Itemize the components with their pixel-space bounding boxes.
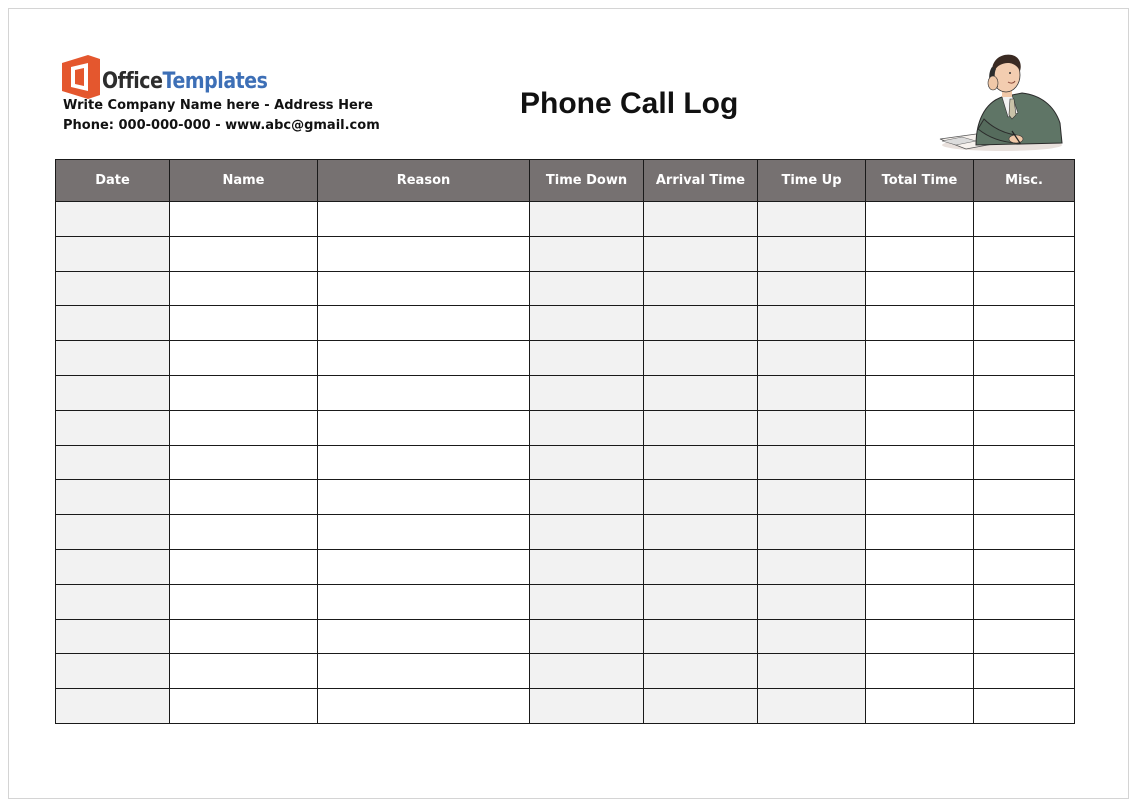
- cell-time-up[interactable]: [758, 341, 866, 376]
- table-row: [56, 619, 1075, 654]
- cell-time-up[interactable]: [758, 236, 866, 271]
- table-body: [56, 202, 1075, 724]
- cell-time-down[interactable]: [530, 654, 644, 689]
- cell-time-down[interactable]: [530, 445, 644, 480]
- cell-name[interactable]: [170, 689, 318, 724]
- cell-date[interactable]: [56, 202, 170, 237]
- table-row: [56, 480, 1075, 515]
- cell-date[interactable]: [56, 515, 170, 550]
- cell-arrival-time[interactable]: [644, 619, 758, 654]
- column-header-total-time: Total Time: [866, 160, 974, 202]
- cell-total-time[interactable]: [866, 306, 974, 341]
- cell-reason[interactable]: [318, 619, 530, 654]
- cell-total-time[interactable]: [866, 689, 974, 724]
- cell-arrival-time[interactable]: [644, 445, 758, 480]
- cell-time-up[interactable]: [758, 689, 866, 724]
- table-row: [56, 341, 1075, 376]
- cell-time-down[interactable]: [530, 584, 644, 619]
- cell-name[interactable]: [170, 584, 318, 619]
- company-logo: [62, 55, 294, 99]
- table-row: [56, 515, 1075, 550]
- page-title: Phone Call Log: [520, 87, 739, 120]
- cell-reason[interactable]: [318, 202, 530, 237]
- cell-time-up[interactable]: [758, 654, 866, 689]
- cell-misc[interactable]: [974, 236, 1075, 271]
- cell-reason[interactable]: [318, 480, 530, 515]
- table-row: [56, 306, 1075, 341]
- cell-misc[interactable]: [974, 549, 1075, 584]
- cell-reason[interactable]: [318, 584, 530, 619]
- table-row: [56, 271, 1075, 306]
- table-row: [56, 375, 1075, 410]
- cell-time-up[interactable]: [758, 584, 866, 619]
- cell-misc[interactable]: [974, 271, 1075, 306]
- cell-time-down[interactable]: [530, 375, 644, 410]
- cell-reason[interactable]: [318, 689, 530, 724]
- cell-reason[interactable]: [318, 236, 530, 271]
- cell-misc[interactable]: [974, 445, 1075, 480]
- cell-date[interactable]: [56, 549, 170, 584]
- column-header-name: Name: [170, 160, 318, 202]
- cell-total-time[interactable]: [866, 375, 974, 410]
- cell-total-time[interactable]: [866, 515, 974, 550]
- cell-total-time[interactable]: [866, 584, 974, 619]
- cell-time-down[interactable]: [530, 202, 644, 237]
- cell-total-time[interactable]: [866, 341, 974, 376]
- table-row: [56, 202, 1075, 237]
- cell-time-down[interactable]: [530, 236, 644, 271]
- cell-name[interactable]: [170, 654, 318, 689]
- cell-arrival-time[interactable]: [644, 480, 758, 515]
- table-row: [56, 236, 1075, 271]
- cell-time-down[interactable]: [530, 341, 644, 376]
- cell-time-up[interactable]: [758, 549, 866, 584]
- table-header-row: [56, 160, 1075, 202]
- column-header-misc: Misc.: [974, 160, 1075, 202]
- company-name-address: Write Company Name here - Address Here: [63, 98, 374, 113]
- cell-arrival-time[interactable]: [644, 515, 758, 550]
- cell-name[interactable]: [170, 202, 318, 237]
- cell-total-time[interactable]: [866, 619, 974, 654]
- cell-date[interactable]: [56, 619, 170, 654]
- cell-arrival-time[interactable]: [644, 654, 758, 689]
- cell-reason[interactable]: [318, 549, 530, 584]
- table-row: [56, 410, 1075, 445]
- cell-reason[interactable]: [318, 341, 530, 376]
- cell-time-up[interactable]: [758, 410, 866, 445]
- cell-reason[interactable]: [318, 410, 530, 445]
- cell-reason[interactable]: [318, 515, 530, 550]
- cell-misc[interactable]: [974, 619, 1075, 654]
- cell-name[interactable]: [170, 375, 318, 410]
- cell-misc[interactable]: [974, 202, 1075, 237]
- cell-total-time[interactable]: [866, 480, 974, 515]
- cell-name[interactable]: [170, 306, 318, 341]
- cell-misc[interactable]: [974, 306, 1075, 341]
- cell-time-up[interactable]: [758, 515, 866, 550]
- cell-date[interactable]: [56, 654, 170, 689]
- table-row: [56, 584, 1075, 619]
- cell-date[interactable]: [56, 480, 170, 515]
- cell-reason[interactable]: [318, 306, 530, 341]
- cell-time-up[interactable]: [758, 202, 866, 237]
- cell-time-down[interactable]: [530, 306, 644, 341]
- cell-time-down[interactable]: [530, 480, 644, 515]
- cell-total-time[interactable]: [866, 236, 974, 271]
- cell-name[interactable]: [170, 515, 318, 550]
- cell-reason[interactable]: [318, 445, 530, 480]
- cell-time-down[interactable]: [530, 271, 644, 306]
- table-row: [56, 549, 1075, 584]
- cell-misc[interactable]: [974, 410, 1075, 445]
- cell-name[interactable]: [170, 549, 318, 584]
- cell-reason[interactable]: [318, 654, 530, 689]
- cell-name[interactable]: [170, 480, 318, 515]
- cell-time-up[interactable]: [758, 271, 866, 306]
- cell-date[interactable]: [56, 689, 170, 724]
- cell-arrival-time[interactable]: [644, 410, 758, 445]
- office-templates-logo-icon: [62, 55, 100, 99]
- cell-misc[interactable]: [974, 480, 1075, 515]
- logo-text-office: Office: [102, 69, 163, 94]
- column-header-time-up: Time Up: [758, 160, 866, 202]
- man-on-phone-writing-illustration: [936, 53, 1064, 155]
- cell-date[interactable]: [56, 236, 170, 271]
- cell-arrival-time[interactable]: [644, 584, 758, 619]
- cell-arrival-time[interactable]: [644, 202, 758, 237]
- column-header-arrival-time: Arrival Time: [644, 160, 758, 202]
- cell-arrival-time[interactable]: [644, 271, 758, 306]
- cell-time-down[interactable]: [530, 549, 644, 584]
- phone-call-log-table: [55, 159, 1075, 724]
- cell-misc[interactable]: [974, 515, 1075, 550]
- cell-arrival-time[interactable]: [644, 341, 758, 376]
- cell-arrival-time[interactable]: [644, 689, 758, 724]
- cell-name[interactable]: [170, 410, 318, 445]
- cell-misc[interactable]: [974, 584, 1075, 619]
- column-header-time-down: Time Down: [530, 160, 644, 202]
- cell-date[interactable]: [56, 271, 170, 306]
- cell-time-down[interactable]: [530, 689, 644, 724]
- cell-name[interactable]: [170, 341, 318, 376]
- cell-total-time[interactable]: [866, 445, 974, 480]
- cell-total-time[interactable]: [866, 549, 974, 584]
- cell-time-up[interactable]: [758, 375, 866, 410]
- cell-total-time[interactable]: [866, 202, 974, 237]
- cell-name[interactable]: [170, 619, 318, 654]
- column-header-date: Date: [56, 160, 170, 202]
- cell-time-down[interactable]: [530, 619, 644, 654]
- cell-total-time[interactable]: [866, 410, 974, 445]
- cell-time-up[interactable]: [758, 306, 866, 341]
- cell-misc[interactable]: [974, 375, 1075, 410]
- logo-wordmark: [102, 71, 268, 93]
- cell-time-up[interactable]: [758, 480, 866, 515]
- cell-name[interactable]: [170, 445, 318, 480]
- cell-date[interactable]: [56, 306, 170, 341]
- cell-misc[interactable]: [974, 654, 1075, 689]
- cell-date[interactable]: [56, 445, 170, 480]
- table-row: [56, 689, 1075, 724]
- company-phone-email: Phone: 000-000-000 - www.abc@gmail.com: [63, 118, 380, 133]
- cell-reason[interactable]: [318, 375, 530, 410]
- cell-arrival-time[interactable]: [644, 549, 758, 584]
- cell-date[interactable]: [56, 341, 170, 376]
- table-row: [56, 654, 1075, 689]
- cell-time-down[interactable]: [530, 410, 644, 445]
- table-row: [56, 445, 1075, 480]
- cell-misc[interactable]: [974, 341, 1075, 376]
- cell-time-up[interactable]: [758, 619, 866, 654]
- cell-misc[interactable]: [974, 689, 1075, 724]
- logo-text-templates: Templates: [162, 69, 268, 94]
- cell-date[interactable]: [56, 584, 170, 619]
- cell-arrival-time[interactable]: [644, 236, 758, 271]
- column-header-reason: Reason: [318, 160, 530, 202]
- cell-time-up[interactable]: [758, 445, 866, 480]
- cell-time-down[interactable]: [530, 515, 644, 550]
- cell-name[interactable]: [170, 271, 318, 306]
- cell-name[interactable]: [170, 236, 318, 271]
- cell-total-time[interactable]: [866, 654, 974, 689]
- cell-arrival-time[interactable]: [644, 375, 758, 410]
- cell-arrival-time[interactable]: [644, 306, 758, 341]
- cell-date[interactable]: [56, 375, 170, 410]
- cell-reason[interactable]: [318, 271, 530, 306]
- cell-total-time[interactable]: [866, 271, 974, 306]
- cell-date[interactable]: [56, 410, 170, 445]
